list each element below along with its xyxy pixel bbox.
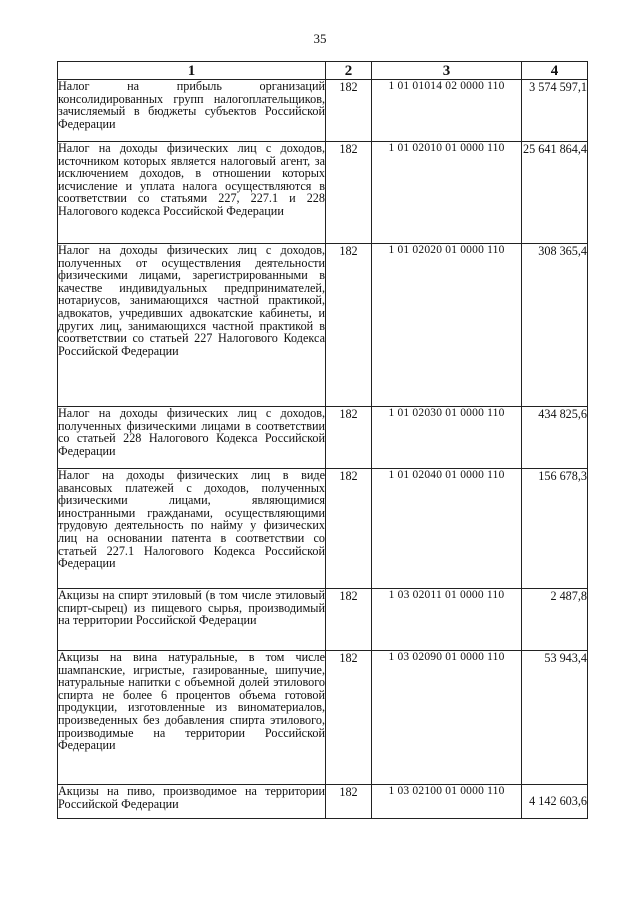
revenue-name: Налог на прибыль организаций консолидированных групп налогоплательщиков, зачисляемый в бюджеты субъектов Российской Федерации <box>58 80 326 142</box>
revenue-name: Налог на доходы физических лиц с доходов, источником которых является налоговый агент, за исключением доходов, в отношении которых исчисление и уплата налога осуществляются в соответствии со статьями 227, 227.1 и 228 Налогового кодекса Российской Федерации <box>58 142 326 244</box>
amount-value: 25 641 864,4 <box>522 142 588 244</box>
revenue-name: Налог на доходы физических лиц с доходов, полученных физическими лицами в соответствии со статьей 228 Налогового Кодекса Российской Федерации <box>58 407 326 469</box>
amount-value: 2 487,8 <box>522 589 588 651</box>
amount-value: 53 943,4 <box>522 651 588 785</box>
column-header-1: 1 <box>58 62 326 80</box>
budget-classification-code: 1 01 02010 01 0000 110 <box>372 142 522 244</box>
page-number: 35 <box>313 31 327 46</box>
admin-code: 182 <box>326 142 372 244</box>
table-row <box>58 785 588 819</box>
table-row <box>58 589 588 651</box>
budget-classification-code: 1 03 02100 01 0000 110 <box>372 785 522 819</box>
admin-code: 182 <box>326 407 372 469</box>
column-header-3: 3 <box>372 62 522 80</box>
revenue-table <box>57 61 588 819</box>
revenue-name: Налог на доходы физических лиц в виде авансовых платежей с доходов, полученных физическими лицами, являющимися иностранными гражданами, осуществляющими трудовую деятельность по найму у физических лиц на основании патента в соответствии со статьей 227.1 Налогового Кодекса Российской Федерации <box>58 469 326 589</box>
admin-code: 182 <box>326 589 372 651</box>
admin-code: 182 <box>326 469 372 589</box>
column-header-4: 4 <box>522 62 588 80</box>
revenue-name: Акцизы на вина натуральные, в том числе шампанские, игристые, газированные, шипучие, натуральные напитки с объемной долей этилового спирта не более 6 процентов объема готовой продукции, изготовленные из виноматериалов, произведенных без добавления спирта этилового, производимые на территории Российской Федерации <box>58 651 326 785</box>
table-row <box>58 142 588 244</box>
column-header-2: 2 <box>326 62 372 80</box>
amount-value: 4 142 603,6 <box>522 785 588 819</box>
budget-classification-code: 1 03 02011 01 0000 110 <box>372 589 522 651</box>
amount-value: 434 825,6 <box>522 407 588 469</box>
admin-code: 182 <box>326 785 372 819</box>
admin-code: 182 <box>326 80 372 142</box>
table-row <box>58 651 588 785</box>
budget-classification-code: 1 01 01014 02 0000 110 <box>372 80 522 142</box>
table-header-row <box>58 62 588 80</box>
budget-classification-code: 1 01 02040 01 0000 110 <box>372 469 522 589</box>
budget-classification-code: 1 03 02090 01 0000 110 <box>372 651 522 785</box>
table-row <box>58 80 588 142</box>
amount-value: 308 365,4 <box>522 244 588 407</box>
table-row <box>58 469 588 589</box>
revenue-name: Акцизы на пиво, производимое на территории Российской Федерации <box>58 785 326 819</box>
admin-code: 182 <box>326 651 372 785</box>
amount-value: 156 678,3 <box>522 469 588 589</box>
admin-code: 182 <box>326 244 372 407</box>
revenue-name: Акцизы на спирт этиловый (в том числе этиловый спирт-сырец) из пищевого сырья, производимый на территории Российской Федерации <box>58 589 326 651</box>
budget-classification-code: 1 01 02020 01 0000 110 <box>372 244 522 407</box>
revenue-name: Налог на доходы физических лиц с доходов, полученных от осуществления деятельности физическими лицами, зарегистрированными в качестве индивидуальных предпринимателей, нотариусов, занимающихся частной практикой, адвокатов, учредивших адвокатские кабинеты, и других лиц, занимающихся частной практикой в соответствии со статьей 227 Налогового Кодекса Российской Федерации <box>58 244 326 407</box>
amount-value: 3 574 597,1 <box>522 80 588 142</box>
table-row <box>58 244 588 407</box>
table-row <box>58 407 588 469</box>
budget-classification-code: 1 01 02030 01 0000 110 <box>372 407 522 469</box>
